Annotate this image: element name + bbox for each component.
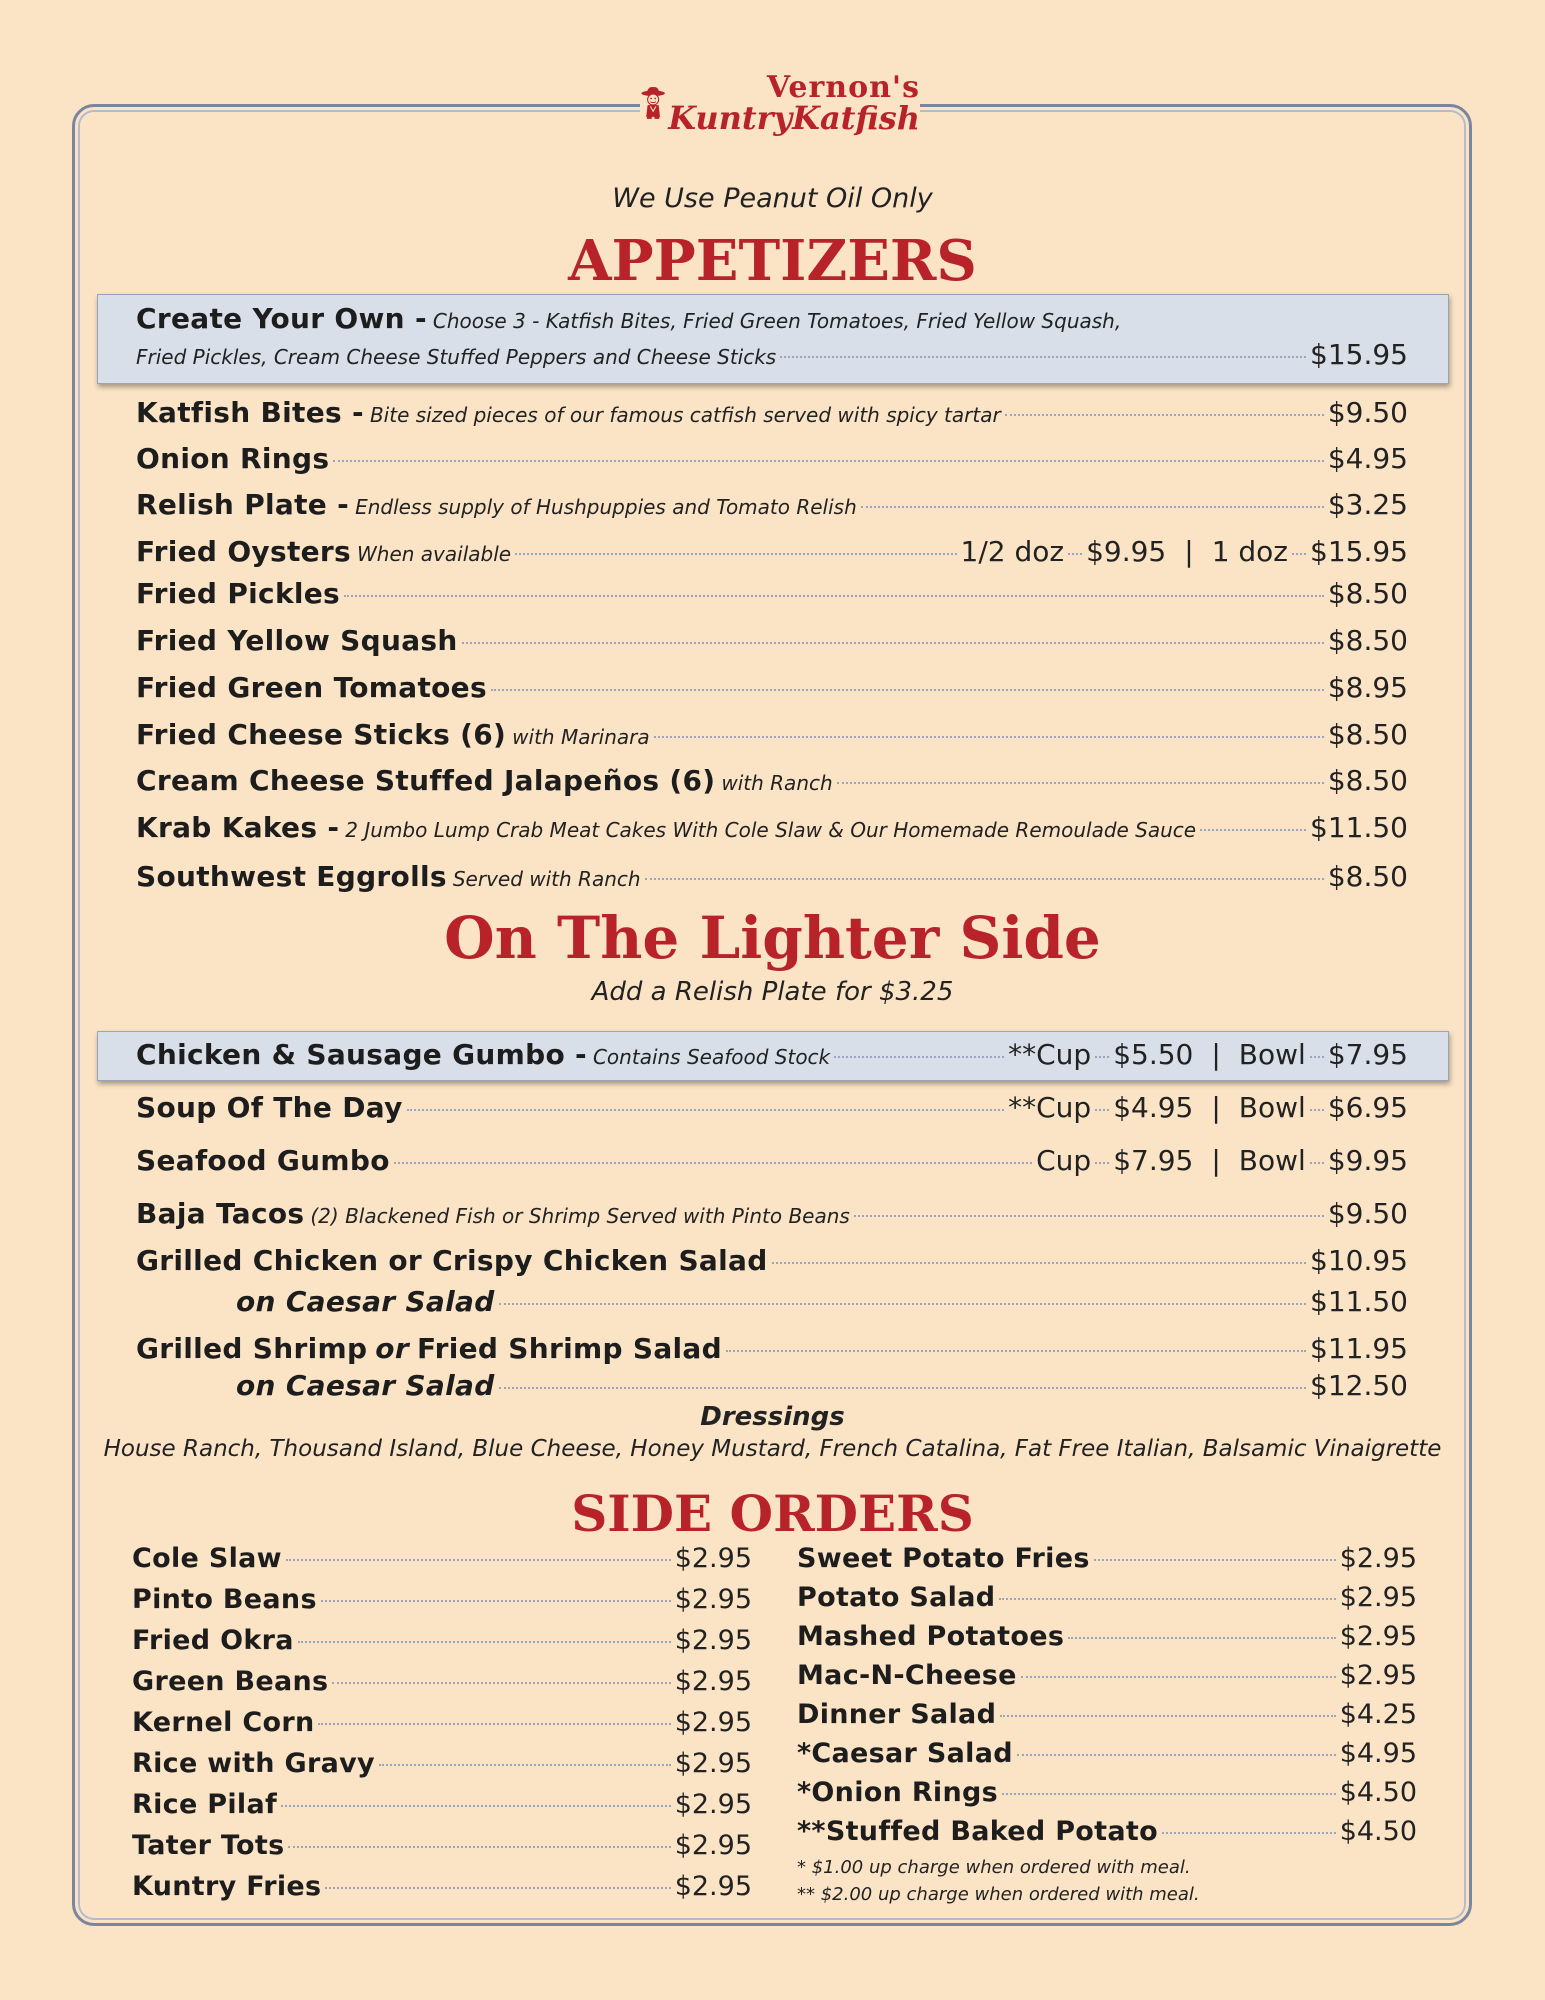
item-price: $4.95	[1113, 1091, 1194, 1124]
item-name: Fried Pickles	[136, 577, 341, 610]
dot-leader	[1017, 1754, 1336, 1756]
dot-leader	[462, 642, 1324, 644]
dot-leader	[288, 1846, 670, 1848]
dot-leader	[286, 1559, 671, 1561]
item-price: $2.95	[1339, 1660, 1417, 1691]
item-price: $8.50	[1327, 718, 1408, 751]
dot-leader	[1310, 1109, 1324, 1111]
item-name-or: or	[375, 1332, 409, 1365]
item-name: Seafood Gumbo	[136, 1144, 390, 1177]
item-desc: Contains Seafood Stock	[592, 1045, 831, 1069]
menu-item	[136, 577, 1408, 617]
dot-leader	[325, 1887, 670, 1889]
size-label: Cup	[1036, 1144, 1092, 1177]
item-name: Fried Yellow Squash	[136, 624, 458, 657]
dot-leader	[318, 1723, 670, 1725]
item-desc: Fried Pickles, Cream Cheese Stuffed Peppers and Cheese Sticks	[136, 345, 777, 369]
dot-leader	[654, 736, 1324, 738]
item-price: $2.95	[674, 1543, 752, 1574]
item-name: Fried Green Tomatoes	[136, 671, 487, 704]
dot-leader	[854, 1215, 1324, 1217]
dot-leader	[837, 782, 1324, 784]
item-price: $3.25	[1327, 488, 1408, 521]
dot-leader	[772, 1262, 1306, 1264]
item-price: $9.50	[1327, 1197, 1408, 1230]
item-name: Kuntry Fries	[132, 1871, 322, 1902]
item-price: $8.50	[1327, 860, 1408, 893]
item-name: Fried Cheese Sticks (6)	[136, 718, 507, 751]
menu-item	[136, 396, 1408, 436]
item-desc: Bite sized pieces of our famous catfish served with spicy tartar	[369, 403, 1001, 427]
dot-leader	[491, 689, 1324, 691]
side-item	[797, 1738, 1417, 1776]
item-name: Relish Plate -	[136, 488, 350, 521]
item-price: $11.95	[1310, 1332, 1408, 1365]
dot-leader	[1200, 829, 1306, 831]
lighter-side-title: On The Lighter Side	[444, 904, 1101, 972]
item-price: $15.95	[1310, 338, 1408, 371]
item-price: $15.95	[1310, 535, 1408, 568]
size-label: 1/2 doz	[960, 535, 1065, 568]
side-item	[797, 1543, 1417, 1581]
dot-leader	[1094, 1559, 1336, 1561]
dot-leader	[1162, 1832, 1336, 1834]
item-name: Cream Cheese Stuffed Jalapeños (6)	[136, 764, 716, 797]
menu-item	[136, 671, 1408, 711]
cowboy-mascot-icon	[640, 53, 666, 153]
item-name: Soup Of The Day	[136, 1091, 403, 1124]
item-name: Mashed Potatoes	[797, 1621, 1065, 1652]
item-price: $2.95	[674, 1625, 752, 1656]
lighter-side-subtitle: Add a Relish Plate for $3.25	[591, 977, 954, 1007]
item-name: Mac-N-Cheese	[797, 1660, 1017, 1691]
item-name: Grilled Shrimp	[136, 1332, 368, 1365]
dot-leader	[1292, 553, 1306, 555]
item-price: $5.50	[1113, 1038, 1194, 1071]
item-price: $8.95	[1327, 671, 1408, 704]
item-name: Grilled Chicken or Crispy Chicken Salad	[136, 1244, 768, 1277]
separator: |	[1211, 1144, 1221, 1177]
item-price: $2.95	[1339, 1621, 1417, 1652]
item-name: Onion Rings	[136, 442, 330, 475]
item-name: on Caesar Salad	[236, 1369, 495, 1402]
item-price: $9.50	[1327, 396, 1408, 429]
menu-item	[136, 442, 1408, 482]
item-desc: When available	[357, 542, 512, 566]
dot-leader	[1068, 553, 1082, 555]
separator: |	[1211, 1091, 1221, 1124]
item-name: Rice Pilaf	[132, 1789, 278, 1820]
dot-leader	[499, 1387, 1306, 1389]
size-label: **Cup	[1008, 1091, 1092, 1124]
dot-leader	[281, 1805, 671, 1807]
size-label: Bowl	[1238, 1144, 1306, 1177]
item-desc: (2) Blackened Fish or Shrimp Served with Pinto Beans	[310, 1204, 850, 1228]
side-item	[797, 1660, 1417, 1698]
side-item	[132, 1625, 752, 1663]
brand-logo	[640, 48, 920, 158]
item-desc: with Ranch	[721, 771, 833, 795]
side-item	[132, 1584, 752, 1622]
side-item	[797, 1699, 1417, 1737]
brand-name-line2: KuntryKatfish	[668, 98, 920, 137]
menu-item	[136, 1091, 1408, 1131]
dressings-list: House Ranch, Thousand Island, Blue Cheese, Honey Mustard, French Catalina, Fat Free Italian, Balsamic Vinaigrette	[103, 1436, 1442, 1462]
item-desc: Endless supply of Hushpuppies and Tomato Relish	[355, 495, 857, 519]
item-name: Fried Oysters	[136, 535, 351, 568]
item-price: $4.50	[1339, 1777, 1417, 1808]
item-price: $2.95	[674, 1748, 752, 1779]
dot-leader	[999, 1598, 1335, 1600]
side-item	[797, 1582, 1417, 1620]
dot-leader	[1095, 1162, 1109, 1164]
item-price: $7.95	[1327, 1038, 1408, 1071]
side-item	[132, 1871, 752, 1909]
appetizers-title: APPETIZERS	[568, 228, 977, 294]
item-price: $11.50	[1310, 1285, 1408, 1318]
item-price: $6.95	[1327, 1091, 1408, 1124]
dot-leader	[321, 1600, 671, 1602]
dot-leader	[1068, 1637, 1335, 1639]
menu-item	[136, 624, 1408, 664]
menu-item	[136, 488, 1408, 528]
dot-leader	[298, 1641, 671, 1643]
item-price: $4.25	[1339, 1699, 1417, 1730]
dot-leader	[394, 1162, 1032, 1164]
featured-appetizer-line2	[136, 338, 1408, 378]
menu-item	[136, 535, 1408, 575]
tagline: We Use Peanut Oil Only	[612, 183, 933, 214]
item-name: Potato Salad	[797, 1582, 996, 1613]
item-price: $4.95	[1327, 442, 1408, 475]
item-name: Chicken & Sausage Gumbo -	[136, 1038, 587, 1071]
item-price: $2.95	[674, 1707, 752, 1738]
menu-item	[136, 1244, 1408, 1284]
item-desc: 2 Jumbo Lump Crab Meat Cakes With Cole Slaw & Our Homemade Remoulade Sauce	[345, 818, 1197, 842]
item-price: $4.95	[1339, 1738, 1417, 1769]
item-price: $2.95	[674, 1830, 752, 1861]
side-item	[132, 1830, 752, 1868]
dot-leader	[1002, 1793, 1336, 1795]
item-name: Create Your Own -	[136, 302, 427, 335]
item-name: Kernel Corn	[132, 1707, 315, 1738]
item-name: Fried Shrimp Salad	[416, 1332, 722, 1365]
item-desc: Served with Ranch	[452, 867, 641, 891]
dot-leader	[1000, 1715, 1335, 1717]
size-label: Bowl	[1238, 1091, 1306, 1124]
dot-leader	[726, 1350, 1306, 1352]
dot-leader	[333, 460, 1323, 462]
dot-leader	[407, 1109, 1004, 1111]
dot-leader	[1310, 1056, 1324, 1058]
item-name: **Stuffed Baked Potato	[797, 1816, 1158, 1847]
separator: |	[1211, 1038, 1221, 1071]
item-name: Baja Tacos	[136, 1197, 305, 1230]
dot-leader	[499, 1303, 1306, 1305]
item-price: $8.50	[1327, 764, 1408, 797]
item-desc: Choose 3 - Katfish Bites, Fried Green Tomatoes, Fried Yellow Squash,	[432, 309, 1122, 333]
dressings-title: Dressings	[700, 1402, 845, 1432]
item-price: $2.95	[1339, 1543, 1417, 1574]
item-name: Cole Slaw	[132, 1543, 282, 1574]
item-price: $12.50	[1310, 1369, 1408, 1402]
menu-item	[136, 1144, 1408, 1184]
side-item	[132, 1707, 752, 1745]
item-desc: with Marinara	[512, 725, 650, 749]
dot-leader	[1310, 1162, 1324, 1164]
item-name: *Onion Rings	[797, 1777, 998, 1808]
side-orders-title: SIDE ORDERS	[571, 1484, 974, 1543]
item-price: $11.50	[1310, 811, 1408, 844]
dot-leader	[1005, 414, 1324, 416]
dot-leader	[645, 878, 1324, 880]
side-item	[132, 1543, 752, 1581]
item-name: Rice with Gravy	[132, 1748, 375, 1779]
item-name: *Caesar Salad	[797, 1738, 1013, 1769]
dot-leader	[1095, 1056, 1109, 1058]
item-price: $9.95	[1086, 535, 1167, 568]
menu-item	[136, 1332, 1408, 1372]
featured-appetizer-line1	[136, 302, 1408, 342]
item-price: $9.95	[1327, 1144, 1408, 1177]
size-label: 1 doz	[1211, 535, 1289, 568]
size-label: Bowl	[1238, 1038, 1306, 1071]
side-item	[132, 1748, 752, 1786]
separator: |	[1184, 535, 1194, 568]
item-name: Fried Okra	[132, 1625, 294, 1656]
item-name: Green Beans	[132, 1666, 329, 1697]
menu-item	[136, 1197, 1408, 1237]
menu-item	[136, 860, 1408, 900]
dot-leader	[344, 595, 1324, 597]
size-label: **Cup	[1008, 1038, 1092, 1071]
brand-name-line1: Vernon's	[766, 69, 920, 105]
item-price: $10.95	[1310, 1244, 1408, 1277]
menu-item-variant	[136, 1285, 1408, 1325]
item-price: $4.50	[1339, 1816, 1417, 1847]
side-item	[797, 1777, 1417, 1815]
footnote-double-star: ** $2.00 up charge when ordered with meal.	[797, 1884, 1200, 1905]
dot-leader	[780, 356, 1306, 358]
item-price: $2.95	[674, 1666, 752, 1697]
dot-leader	[1021, 1676, 1336, 1678]
side-item	[132, 1666, 752, 1704]
footnote-single-star: * $1.00 up charge when ordered with meal.	[797, 1857, 1191, 1878]
item-name: Dinner Salad	[797, 1699, 997, 1730]
dot-leader	[834, 1056, 1004, 1058]
dot-leader	[332, 1682, 670, 1684]
item-name: Southwest Eggrolls	[136, 860, 447, 893]
item-price: $2.95	[674, 1871, 752, 1902]
menu-item	[136, 718, 1408, 758]
item-price: $2.95	[674, 1584, 752, 1615]
dot-leader	[379, 1764, 671, 1766]
item-name: Pinto Beans	[132, 1584, 317, 1615]
menu-item	[136, 811, 1408, 851]
item-price: $7.95	[1113, 1144, 1194, 1177]
item-price: $8.50	[1327, 624, 1408, 657]
dot-leader	[861, 506, 1324, 508]
item-price: $2.95	[674, 1789, 752, 1820]
item-name: Krab Kakes -	[136, 811, 340, 844]
item-name: on Caesar Salad	[236, 1285, 495, 1318]
item-name: Tater Tots	[132, 1830, 285, 1861]
item-price: $8.50	[1327, 577, 1408, 610]
menu-item	[136, 764, 1408, 804]
dot-leader	[515, 553, 956, 555]
item-name: Sweet Potato Fries	[797, 1543, 1090, 1574]
item-name: Katfish Bites -	[136, 396, 364, 429]
side-item	[132, 1789, 752, 1827]
dot-leader	[1095, 1109, 1109, 1111]
side-item	[797, 1621, 1417, 1659]
item-price: $2.95	[1339, 1582, 1417, 1613]
side-item	[797, 1816, 1417, 1854]
menu-item	[136, 1038, 1408, 1078]
